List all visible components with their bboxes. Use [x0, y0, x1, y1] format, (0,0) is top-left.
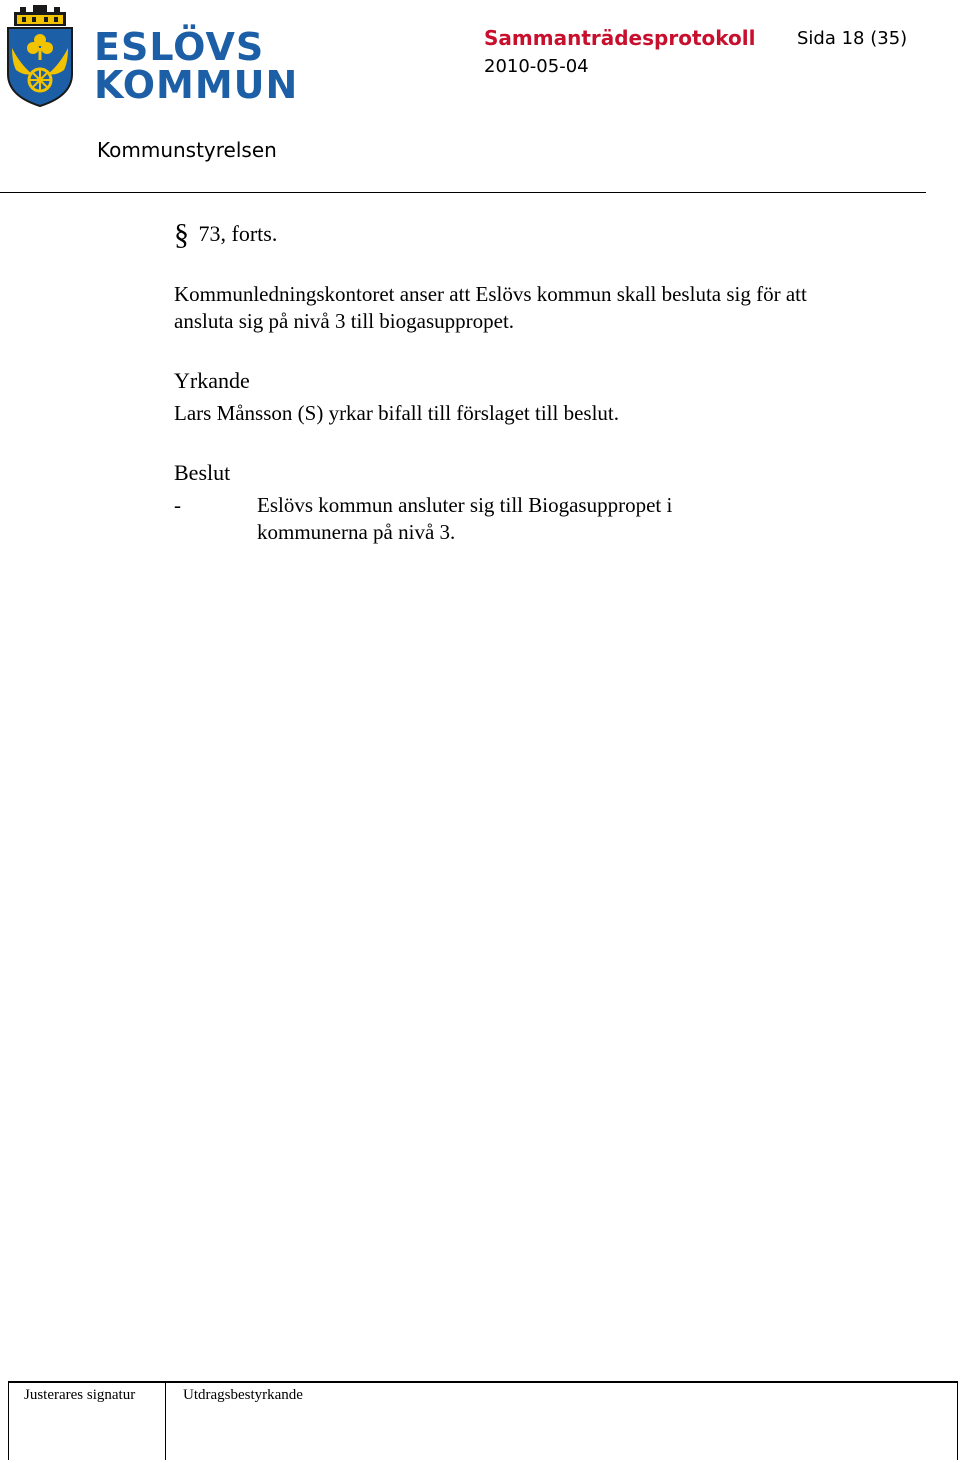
- paragraph-heading: [174, 218, 277, 252]
- footer-right-border: [957, 1381, 958, 1460]
- footer-left-border: [8, 1381, 9, 1460]
- municipality-crest-logo: [6, 4, 74, 108]
- extract-certification-label: Utdragsbestyrkande: [183, 1387, 303, 1403]
- page-number: Sida 18 (35): [797, 28, 908, 49]
- meeting-date: 2010-05-04: [484, 56, 589, 77]
- beslut-heading: Beslut: [174, 460, 231, 485]
- document-title: Sammanträdesprotokoll: [484, 26, 756, 50]
- wordmark-line-2: KOMMUN: [94, 63, 299, 107]
- paragraph-reference: 73, forts.: [198, 221, 278, 246]
- organization-name: Kommunstyrelsen: [97, 138, 277, 162]
- yrkande-heading: Yrkande: [174, 368, 250, 393]
- signature-label: Justerares signatur: [24, 1387, 136, 1403]
- crest-icon: [6, 4, 74, 108]
- footer-top-border: [8, 1381, 958, 1383]
- decision-text: Eslövs kommun ansluter sig till Biogasuppropet i kommunerna på nivå 3.: [257, 493, 673, 544]
- footer-divider: [165, 1381, 166, 1460]
- intro-paragraph: Kommunledningskontoret anser att Eslövs kommun skall besluta sig för att ansluta sig på nivå 3 till biogasuppropet.: [174, 282, 807, 333]
- decision-bullet: -: [174, 493, 181, 517]
- section-symbol: §: [174, 218, 189, 251]
- signature-footer: [8, 1381, 956, 1460]
- wordmark-line-1: ESLÖVS: [94, 25, 265, 69]
- municipality-wordmark: [94, 25, 299, 107]
- yrkande-paragraph: Lars Månsson (S) yrkar bifall till förslaget till beslut.: [174, 401, 619, 425]
- header-divider: [0, 192, 926, 193]
